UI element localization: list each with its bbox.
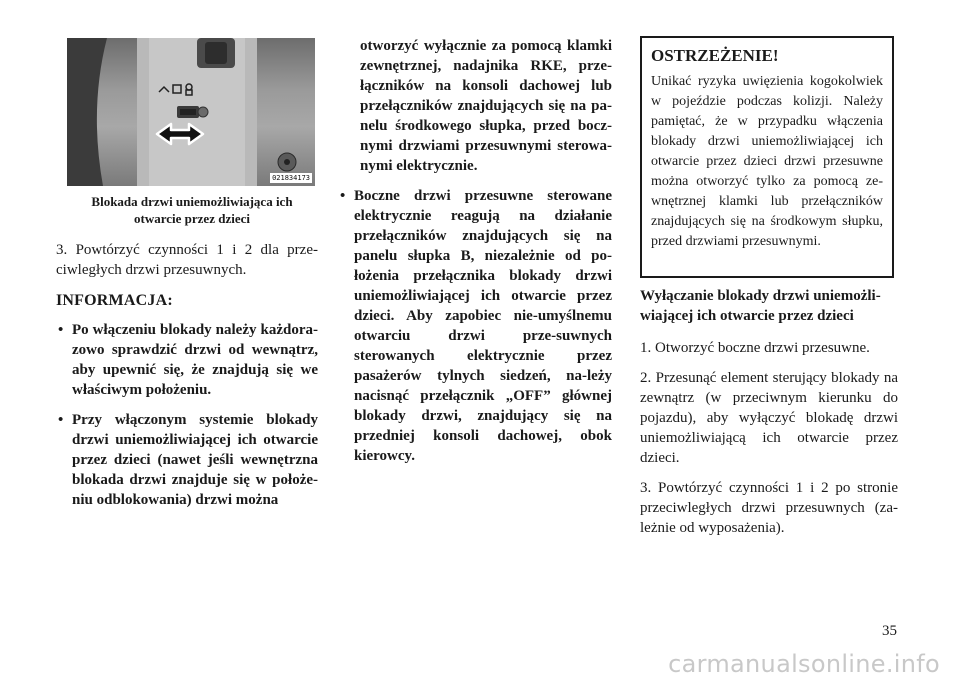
disable-lock-heading: Wyłączanie blokady drzwi uniemożli-wiającej ich otwarcie przez dzieci [640,288,881,324]
step-1-right: 1. Otworzyć boczne drzwi przesuwne. [640,340,870,356]
step-3-right: 3. Powtórzyć czynności 1 i 2 po stronie przeciwległych drzwi przesuwnych (za-leżnie od wyposażenia). [640,480,898,536]
watermark: carmanualsonline.info [668,650,940,678]
figure-caption [66,193,318,227]
column-left [56,240,318,510]
info-bullet-1-text: Po włączeniu blokady należy każdora-zowo sprawdzić drzwi od wewnątrz, aby upewnić się, że znajdują się we właściwym położeniu. [72,322,318,398]
double-arrow-icon [67,38,315,186]
warning-box [640,36,894,278]
info-bullet-3-text: Boczne drzwi przesuwne sterowane elektrycznie reagują na działanie przełączników znajdujących się na panelu słupka B, niezależnie od po-łożenia przełącznika blokady drzwi uniemożliwiającej ich otwarcie przez dzieci. Aby zapobiec nie-umyślnemu otwarciu drzwi prze-suwnych sterowanych elektrycznie przez pasażerów tylnych siedzeń, na-leży nacisnąć przełącznik „OFF” głównej blokady drzwi, znajdujący się na przedniej konsoli dachowej, obok kierowcy. [354,188,612,464]
info-continuation: otworzyć wyłącznie za pomocą klamki zewnętrznej, nadajnika RKE, prze-łączników na konsoli dachowej lub przełączników znajdujących się na pa-nelu środkowego słupka, przed bocz-nymi drzwiami przesuwnymi sterowa-nymi elektrycznie. [360,38,612,174]
info-bullet-2: • Przy włączonym systemie blokady drzwi uniemożliwiającej ich otwarcie przez dzieci (nawet jeśli wewnętrzna blokada drzwi znajduje się w położe-niu odblokowania) drzwi można [58,412,318,508]
warning-text: Unikać ryzyka uwięzienia kogokolwiek w pojeździe podczas kolizji. Należy pamiętać, że w przypadku włączenia blokady drzwi uniemożliwiającej ich otwarcie przez dzieci drzwi przesuwne można otworzyć tylko za pomocą ze-wnętrznej klamki lub przełączników znajdujących się na środkowym słupku, przed drzwiami przesuwnymi. [651,74,883,249]
caption-line-1: Blokada drzwi uniemożliwiająca ich [91,194,293,209]
child-lock-figure [67,38,315,186]
step-3-left: 3. Powtórzyć czynności 1 i 2 dla prze-ciwległych drzwi przesuwnych. [56,242,318,278]
info-bullet-3: • Boczne drzwi przesuwne sterowane elektrycznie reagują na działanie przełączników znajdujących się na panelu słupka B, niezależnie od po-łożenia przełącznika blokady drzwi uniemożliwiającej ich otwarcie przez dzieci. Aby zapobiec nie-umyślnemu otwarciu drzwi prze-suwnych sterowanych elektrycznie przez pasażerów tylnych siedzeń, na-leży nacisnąć przełącznik „OFF” głównej blokady drzwi, znajdujący się na przedniej konsoli dachowej, obok kierowcy. [340,188,612,464]
info-heading: INFORMACJA: [56,292,173,309]
column-right [640,286,898,538]
step-2-right: 2. Przesunąć element sterujący blokady na zewnątrz (w przeciwnym kierunku do pojazdu), aby wyłączyć blokadę drzwi uniemożliwiającą ich otwarcie przez dzieci. [640,370,898,466]
info-bullet-2-text: Przy włączonym systemie blokady drzwi uniemożliwiającej ich otwarcie przez dzieci (nawet jeśli wewnętrzna blokada drzwi znajduje się w położe-niu odblokowania) drzwi można [72,412,318,508]
info-bullet-1: • Po włączeniu blokady należy każdora-zowo sprawdzić drzwi od wewnątrz, aby upewnić się, że znajdują się we właściwym położeniu. [58,322,318,398]
warning-title: OSTRZEŻENIE! [651,46,779,65]
column-middle [338,36,612,466]
page-number: 35 [882,623,897,639]
caption-line-2: otwarcie przez dzieci [134,211,250,226]
figure-id-label: 021834173 [272,174,310,182]
